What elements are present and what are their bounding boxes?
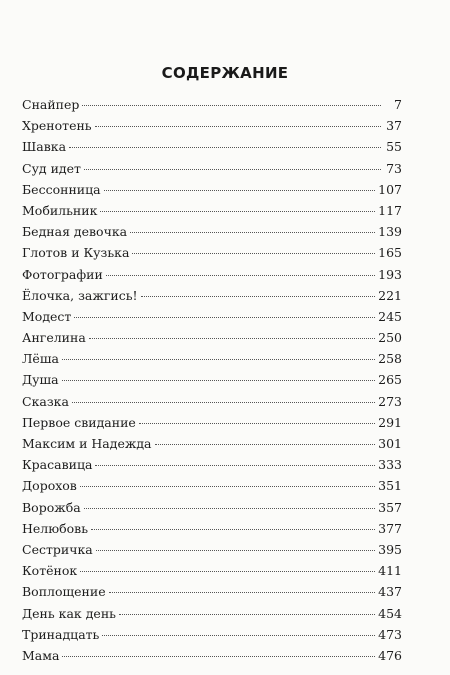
dot-leader <box>95 126 381 127</box>
toc-entry <box>22 560 402 581</box>
toc-entry-title: Первое свидание <box>22 414 136 430</box>
dot-leader <box>141 296 376 297</box>
dot-leader <box>155 444 376 445</box>
dot-leader <box>62 380 376 381</box>
toc-entry-title: День как день <box>22 605 116 621</box>
toc-entry <box>22 200 402 221</box>
toc-entry-title: Ангелина <box>22 330 86 346</box>
toc-page-number: 55 <box>386 139 402 155</box>
toc-page-number: 250 <box>378 330 402 346</box>
toc-page-number: 7 <box>394 97 402 112</box>
toc-page-number: 273 <box>378 393 402 409</box>
toc-page-number: 193 <box>378 266 402 282</box>
toc-entry-title: Воплощение <box>22 584 106 600</box>
toc-page-number: 73 <box>386 160 402 176</box>
toc-page-number: 437 <box>378 584 402 600</box>
toc-entry-title: Сестричка <box>22 541 93 557</box>
toc-page-number: 265 <box>378 372 402 388</box>
toc-entry-title: Нелюбовь <box>22 520 89 536</box>
dot-leader <box>102 635 375 636</box>
dot-leader <box>72 402 375 403</box>
toc-page-number: 395 <box>378 541 402 557</box>
dot-leader <box>69 147 381 148</box>
dot-leader <box>74 317 375 318</box>
toc-entry <box>22 306 402 327</box>
toc-entry <box>22 645 402 666</box>
toc-entry-title: Сказка <box>22 393 69 409</box>
dot-leader <box>62 656 375 657</box>
toc-entry-title: Котёнок <box>22 563 78 579</box>
toc-entry <box>22 242 402 263</box>
toc-entry-title: Бессонница <box>22 181 101 197</box>
page-title: СОДЕРЖАНИЕ <box>161 64 289 82</box>
dot-leader <box>130 232 375 233</box>
toc-entry <box>22 264 402 285</box>
toc-entry <box>22 136 402 157</box>
toc-page-number: 377 <box>378 520 402 536</box>
dot-leader <box>80 486 375 487</box>
dot-leader <box>62 359 375 360</box>
toc-entry <box>22 433 402 454</box>
toc-entry <box>22 603 402 624</box>
dot-leader <box>91 529 375 530</box>
dot-leader <box>84 169 381 170</box>
toc-entry <box>22 285 402 306</box>
toc-entry <box>22 581 402 602</box>
dot-leader <box>139 423 375 424</box>
dot-leader <box>96 550 375 551</box>
dot-leader <box>132 253 375 254</box>
toc-entry-title: Мама <box>22 647 60 663</box>
toc-page-number: 351 <box>378 478 402 494</box>
dot-leader <box>89 338 375 339</box>
toc-entry <box>22 475 402 496</box>
toc-page-number: 165 <box>378 245 402 261</box>
toc-entry-title: Модест <box>22 308 72 324</box>
toc-entry-title: Фотографии <box>22 266 103 282</box>
toc-page-number: 454 <box>378 605 402 621</box>
toc-entry <box>22 497 402 518</box>
toc-entry <box>22 94 402 115</box>
toc-entry <box>22 221 402 242</box>
toc-page-number: 139 <box>378 224 402 240</box>
toc-entry-title: Снайпер <box>22 97 80 112</box>
dot-leader <box>119 614 375 615</box>
dot-leader <box>104 190 376 191</box>
toc-entry <box>22 158 402 179</box>
toc-page-number: 117 <box>378 202 402 218</box>
dot-leader <box>82 105 381 106</box>
toc-entry <box>22 454 402 475</box>
toc-page-number: 357 <box>378 499 402 515</box>
toc-page-number: 37 <box>386 118 402 134</box>
toc-entry <box>22 348 402 369</box>
toc-entry-title: Шавка <box>22 139 67 155</box>
toc-page-number: 476 <box>378 647 402 663</box>
toc-page-number: 291 <box>378 414 402 430</box>
toc-entry <box>22 518 402 539</box>
toc-page-number: 245 <box>378 308 402 324</box>
toc-entry-title: Лёша <box>22 351 59 367</box>
toc-entry-title: Хренотень <box>22 118 92 134</box>
toc-entry-title: Дорохов <box>22 478 77 494</box>
dot-leader <box>84 508 375 509</box>
dot-leader <box>80 571 375 572</box>
toc-entry-title: Суд идет <box>22 160 81 176</box>
toc-entry-title: Душа <box>22 372 59 388</box>
toc-entry-title: Тринадцать <box>22 626 100 642</box>
toc-entry-title: Бедная девочка <box>22 224 128 240</box>
toc-entry <box>22 115 402 136</box>
toc-page-number: 301 <box>378 436 402 451</box>
toc-entry-title: Мобильник <box>22 202 98 218</box>
table-of-contents <box>22 94 402 666</box>
toc-entry <box>22 624 402 645</box>
toc-entry-title: Ёлочка, зажгись! <box>22 287 138 303</box>
toc-entry-title: Глотов и Кузька <box>22 245 130 261</box>
toc-page-number: 258 <box>378 351 402 367</box>
toc-page-number: 333 <box>378 457 402 473</box>
dot-leader <box>109 592 376 593</box>
toc-entry <box>22 412 402 433</box>
toc-entry-title: Максим и Надежда <box>22 436 152 451</box>
dot-leader <box>100 211 375 212</box>
dot-leader <box>106 275 375 276</box>
toc-entry <box>22 327 402 348</box>
toc-page-number: 107 <box>378 181 402 197</box>
toc-page-number: 411 <box>378 563 402 579</box>
toc-entry <box>22 391 402 412</box>
toc-entry <box>22 539 402 560</box>
toc-entry <box>22 179 402 200</box>
toc-page-number: 221 <box>378 287 402 303</box>
toc-entry-title: Красавица <box>22 457 93 473</box>
toc-entry-title: Ворожба <box>22 499 81 515</box>
toc-page-number: 473 <box>378 626 402 642</box>
toc-entry <box>22 369 402 390</box>
dot-leader <box>95 465 375 466</box>
